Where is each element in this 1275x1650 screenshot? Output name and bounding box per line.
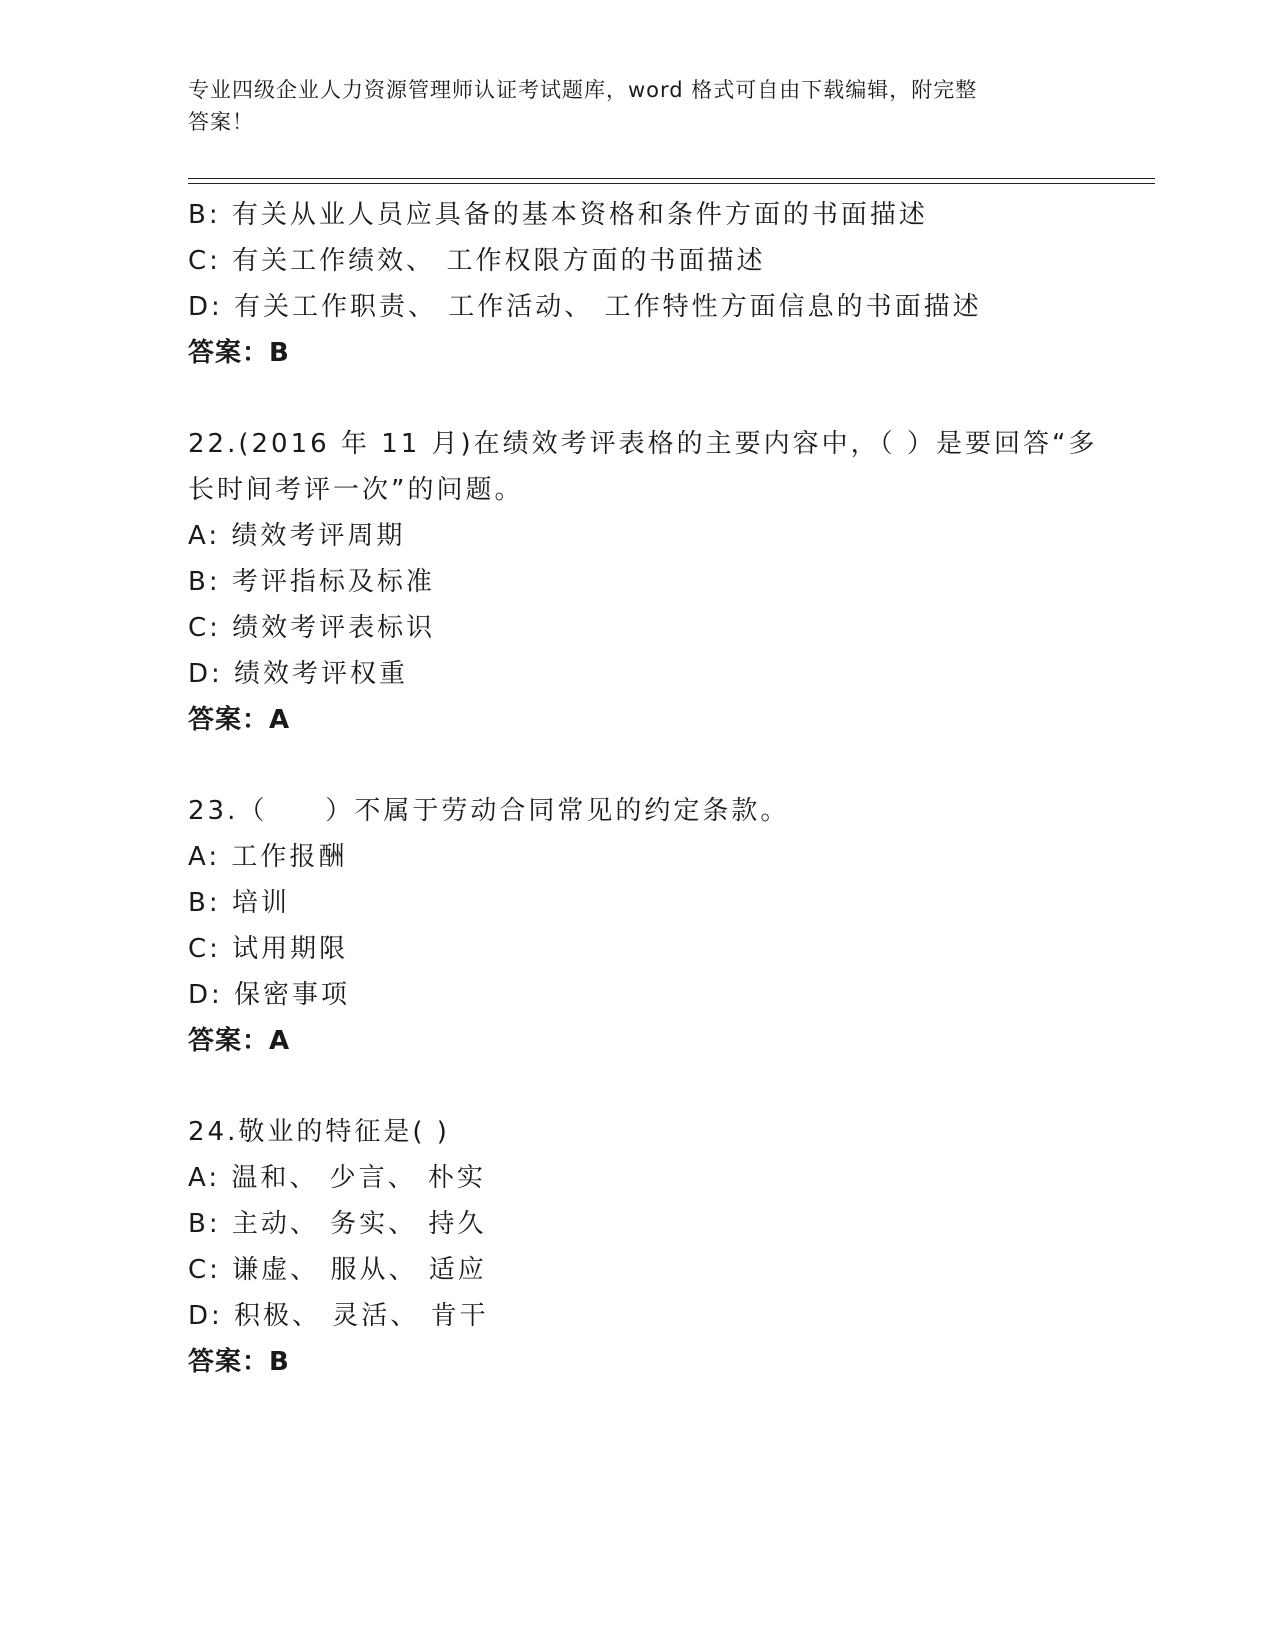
question-text: 22.(2016 年 11 月)在绩效考评表格的主要内容中，（ ）是要回答“多 (188, 429, 1098, 459)
option-c: C: 绩效考评表标识 (188, 613, 436, 643)
option-a: A: 温和、 少言、 朴实 (188, 1163, 486, 1193)
option-c: C: 试用期限 (188, 934, 349, 964)
option-d: D: 积极、 灵活、 肯干 (188, 1301, 489, 1331)
header-divider-bottom (188, 183, 1155, 184)
answer: 答案：A (188, 705, 291, 735)
option-b: B: 主动、 务实、 持久 (188, 1209, 487, 1239)
spacer (188, 1064, 1088, 1109)
option-a: A: 工作报酬 (188, 842, 348, 872)
option-b: B: 有关从业人员应具备的基本资格和条件方面的书面描述 (188, 200, 928, 230)
question-22 (188, 421, 1098, 743)
answer: 答案：B (188, 338, 290, 368)
question-23 (188, 788, 1088, 1064)
option-c: C: 谦虚、 服从、 适应 (188, 1255, 487, 1285)
header-line-1: 专业四级企业人力资源管理师认证考试题库，word 格式可自由下载编辑，附完整 (188, 78, 978, 102)
option-a: A: 绩效考评周期 (188, 521, 406, 551)
option-c: C: 有关工作绩效、 工作权限方面的书面描述 (188, 246, 766, 276)
question-21-continued (188, 192, 1088, 376)
question-text: 24.敬业的特征是( ) (188, 1117, 450, 1147)
header-line-2: 答案！ (188, 110, 254, 134)
answer: 答案：B (188, 1347, 290, 1377)
question-text: 23.（ ）不属于劳动合同常见的约定条款。 (188, 796, 790, 826)
option-d: D: 保密事项 (188, 980, 351, 1010)
document-header (188, 74, 1088, 138)
answer: 答案：A (188, 1026, 291, 1056)
spacer (188, 743, 1088, 788)
header-divider-top (188, 178, 1155, 179)
option-d: D: 绩效考评权重 (188, 659, 409, 689)
option-b: B: 考评指标及标准 (188, 567, 435, 597)
option-d: D: 有关工作职责、 工作活动、 工作特性方面信息的书面描述 (188, 292, 982, 322)
question-text-cont: 长时间考评一次”的问题。 (188, 475, 524, 505)
option-b: B: 培训 (188, 888, 290, 918)
spacer (188, 376, 1088, 421)
question-list (188, 192, 1098, 1385)
question-24 (188, 1109, 1088, 1385)
